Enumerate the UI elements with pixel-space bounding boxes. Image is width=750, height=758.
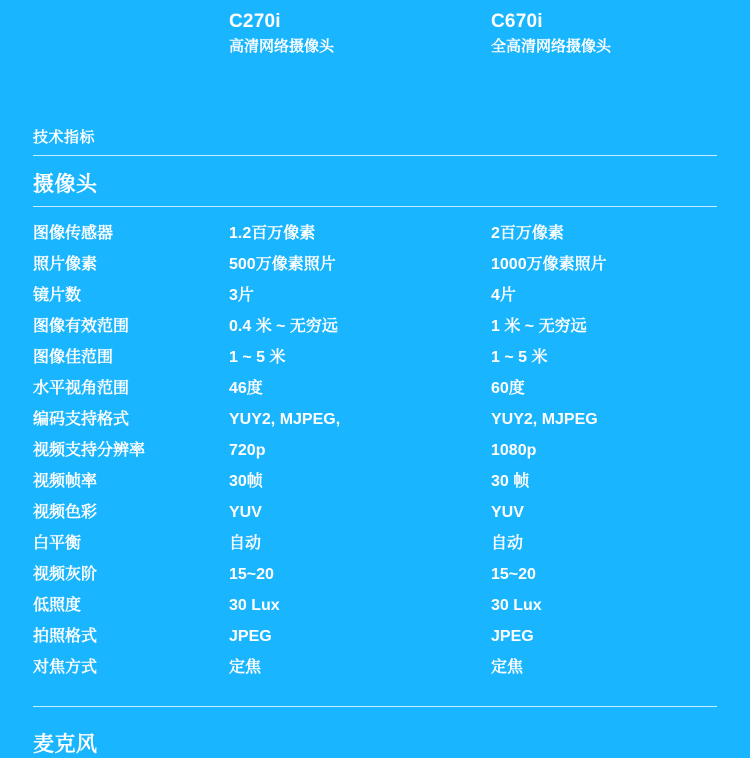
table-row bbox=[0, 218, 750, 249]
spec-value-c270i: 定焦 bbox=[229, 659, 262, 676]
product-name: C270i bbox=[229, 11, 281, 32]
table-row bbox=[0, 559, 750, 590]
spec-value-c670i: 定焦 bbox=[491, 659, 524, 676]
spec-label: 视频支持分辨率 bbox=[33, 442, 146, 459]
spec-value-c270i: 30 Lux bbox=[229, 597, 280, 614]
table-row bbox=[0, 652, 750, 683]
spec-value-c270i: 500万像素照片 bbox=[229, 256, 336, 273]
product-description: 全高清网络摄像头 bbox=[491, 38, 612, 55]
spec-value-c270i: 720p bbox=[229, 442, 266, 459]
spec-value-c670i: 自动 bbox=[491, 535, 524, 552]
spec-value-c670i: 1000万像素照片 bbox=[491, 256, 607, 273]
table-row bbox=[0, 621, 750, 652]
table-row bbox=[0, 249, 750, 280]
spec-label: 图像佳范围 bbox=[33, 349, 114, 366]
spec-label: 编码支持格式 bbox=[33, 411, 130, 428]
spec-label: 视频帧率 bbox=[33, 473, 98, 490]
spec-value-c270i: 自动 bbox=[229, 535, 262, 552]
spec-label: 图像传感器 bbox=[33, 225, 114, 242]
table-row bbox=[0, 280, 750, 311]
spec-value-c270i: 3片 bbox=[229, 287, 254, 304]
spec-value-c270i: 1.2百万像素 bbox=[229, 225, 316, 242]
product-header-row bbox=[0, 0, 750, 78]
table-row bbox=[0, 466, 750, 497]
product-column-1 bbox=[229, 10, 334, 58]
spec-label: 图像有效范围 bbox=[33, 318, 130, 335]
divider-bottom bbox=[33, 706, 717, 707]
spec-value-c270i: 30帧 bbox=[229, 473, 263, 490]
spec-value-c270i: YUY2, MJPEG, bbox=[229, 411, 341, 428]
divider-top bbox=[33, 155, 717, 156]
table-row bbox=[0, 342, 750, 373]
spec-label: 水平视角范围 bbox=[33, 380, 130, 397]
spec-value-c270i: 15~20 bbox=[229, 566, 274, 583]
table-row bbox=[0, 590, 750, 621]
section-title-camera: 摄像头 bbox=[33, 173, 98, 196]
spec-value-c270i: 46度 bbox=[229, 380, 263, 397]
spec-value-c670i: 1080p bbox=[491, 442, 537, 459]
spec-label: 镜片数 bbox=[33, 287, 82, 304]
spec-label: 拍照格式 bbox=[33, 628, 98, 645]
product-description: 高清网络摄像头 bbox=[229, 38, 335, 55]
spec-value-c670i: 30 Lux bbox=[491, 597, 542, 614]
spec-table bbox=[0, 218, 750, 683]
spec-value-c270i: YUV bbox=[229, 504, 262, 521]
table-row bbox=[0, 373, 750, 404]
table-row bbox=[0, 404, 750, 435]
spec-heading: 技术指标 bbox=[33, 129, 96, 146]
spec-label: 低照度 bbox=[33, 597, 82, 614]
product-name: C670i bbox=[491, 11, 543, 32]
spec-value-c670i: YUY2, MJPEG bbox=[491, 411, 598, 428]
table-row bbox=[0, 435, 750, 466]
spec-value-c670i: 1 米 ~ 无穷远 bbox=[491, 318, 587, 335]
table-row bbox=[0, 528, 750, 559]
spec-value-c670i: 1 ~ 5 米 bbox=[491, 349, 548, 366]
spec-value-c670i: 30 帧 bbox=[491, 473, 530, 490]
section-title-microphone: 麦克风 bbox=[33, 733, 98, 756]
spec-value-c270i: 0.4 米 ~ 无穷远 bbox=[229, 318, 338, 335]
product-column-2 bbox=[491, 10, 611, 58]
table-row bbox=[0, 311, 750, 342]
spec-label: 视频色彩 bbox=[33, 504, 98, 521]
spec-value-c670i: 2百万像素 bbox=[491, 225, 564, 242]
divider-section bbox=[33, 206, 717, 207]
spec-value-c670i: 15~20 bbox=[491, 566, 536, 583]
spec-value-c270i: 1 ~ 5 米 bbox=[229, 349, 286, 366]
spec-label: 对焦方式 bbox=[33, 659, 98, 676]
table-row bbox=[0, 497, 750, 528]
spec-value-c670i: JPEG bbox=[491, 628, 534, 645]
spec-value-c670i: 60度 bbox=[491, 380, 525, 397]
spec-label: 视频灰阶 bbox=[33, 566, 98, 583]
spec-label: 白平衡 bbox=[33, 535, 82, 552]
spec-value-c670i: YUV bbox=[491, 504, 524, 521]
spec-value-c670i: 4片 bbox=[491, 287, 516, 304]
spec-label: 照片像素 bbox=[33, 256, 98, 273]
spec-value-c270i: JPEG bbox=[229, 628, 272, 645]
